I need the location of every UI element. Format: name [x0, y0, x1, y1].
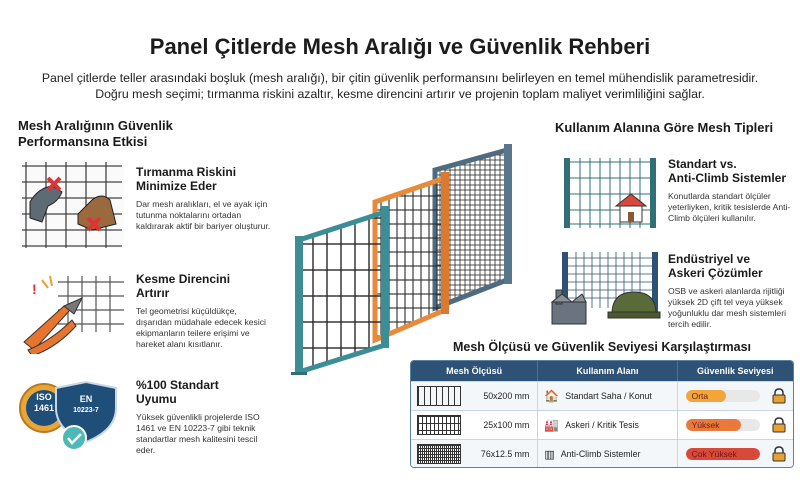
feature-cut [136, 272, 271, 350]
usage-value: Standart Saha / Konut [565, 391, 652, 401]
mesh-size-value: 25x100 mm [483, 420, 530, 430]
mesh-type-standard-title-1: Standart vs. [668, 157, 737, 171]
iso-label: ISO [36, 392, 52, 402]
feature-climb-title-2: Minimize Eder [136, 179, 217, 193]
table-row [411, 410, 793, 439]
table-header [411, 361, 793, 381]
left-section-heading [18, 118, 218, 150]
feature-cut-title-1: Kesme Direncini [136, 272, 231, 286]
usage-value: Anti-Climb Sistemler [560, 449, 641, 459]
security-bar [686, 390, 760, 402]
table-row [411, 439, 793, 468]
lock-icon [772, 446, 786, 462]
mesh-swatch-wide [417, 386, 461, 406]
feature-climb-desc: Dar mesh aralıkları, el ve ayak için tutunma noktalarını ortadan kaldırarak aktif bir bariyer oluşturur. [136, 199, 271, 231]
feature-climb-title-1: Tırmanma Riskini [136, 165, 237, 179]
mesh-type-industrial-title-1: Endüstriyel ve [668, 252, 751, 266]
intro-line-1: Panel çitlerde teller arasındaki boşluk (mesh aralığı), bir çitin güvenlik performansını belirleyen en temel mühendislik parametresidir. [41, 71, 759, 85]
mesh-type-standard-title-2: Anti-Climb Sistemler [668, 171, 787, 185]
svg-text:!: ! [32, 281, 37, 297]
header-mesh-size: Mesh Ölçüsü [411, 361, 538, 381]
mesh-type-industrial-title-2: Askeri Çözümler [668, 266, 763, 280]
lock-icon [772, 388, 786, 404]
feature-standard-title-1: %100 Standart [136, 378, 219, 392]
factory-icon: 🏭 [544, 418, 560, 432]
comparison-table-title: Mesh Ölçüsü ve Güvenlik Seviyesi Karşılaştırması [452, 340, 752, 354]
lock-icon [772, 417, 786, 433]
climbing-icon [18, 158, 126, 250]
wire-cutter-icon [18, 272, 126, 354]
fence-icon: ▥ [544, 448, 555, 461]
comparison-table [410, 360, 794, 468]
left-heading-line-2: Performansına Etkisi [18, 134, 148, 149]
mesh-size-value: 50x200 mm [483, 391, 530, 401]
feature-standard [136, 378, 271, 456]
feature-climb [136, 165, 271, 232]
intro-text [20, 70, 780, 102]
mesh-swatch-fine [417, 444, 461, 464]
header-security-level: Güvenlik Seviyesi [697, 366, 774, 376]
en-label: EN [79, 394, 93, 404]
page-title: Panel Çitlerde Mesh Aralığı ve Güvenlik Rehberi [149, 34, 651, 59]
en-number: 10223-7 [73, 407, 99, 414]
feature-cut-title-2: Artırır [136, 286, 170, 300]
mesh-type-standard-desc: Konutlarda standart ölçüler yeterliyken, kritik tesislerde Anti-Climb ölçüleri kullanılır. [668, 191, 791, 223]
feature-cut-desc: Tel geometrisi küçüldükçe, dışarıdan müdahale edecek kesici ekipmanların teilere erişimi ve hareket alanı kısıtlanır. [136, 306, 266, 349]
mesh-type-industrial-desc: OSB ve askeri alanlarda rijitliği yüksek 2D çift tel veya yüksek yoğunluklu dar mesh sistemleri tercih edilir. [668, 286, 786, 329]
header-usage: Kullanım Alanı [538, 361, 677, 381]
security-level-text: Orta [691, 391, 709, 401]
industrial-military-icon [548, 248, 663, 328]
security-bar [686, 448, 760, 460]
anti-climb-fence-icon [560, 150, 660, 230]
mesh-type-industrial [668, 252, 798, 330]
security-level-text: Çok Yüksek [691, 449, 737, 459]
iso-number: 1461 [33, 403, 55, 413]
feature-standard-title-2: Uyumu [136, 392, 177, 406]
right-section-heading: Kullanım Alanına Göre Mesh Tipleri [555, 120, 774, 135]
house-icon: 🏠 [544, 389, 560, 403]
standards-badges [18, 370, 128, 460]
mesh-swatch-mid [417, 415, 461, 435]
intro-line-2: Doğru mesh seçimi; tırmanma riskini azaltır, kesme direncini artırır ve projenin toplam maliyet verimliliğini sağlar. [95, 87, 705, 101]
feature-standard-desc: Yüksek güvenlikli projelerde ISO 1461 ve EN 10223-7 gibi teknik standartlar mesh kalitesini tescil eder. [136, 412, 260, 455]
mesh-type-standard [668, 157, 798, 224]
mesh-size-value: 76x12.5 mm [480, 449, 530, 459]
security-bar [686, 419, 760, 431]
table-row [411, 381, 793, 410]
left-heading-line-1: Mesh Aralığının Güvenlik [18, 118, 173, 133]
usage-value: Askeri / Kritik Tesis [565, 420, 639, 430]
security-level-text: Yüksek [691, 420, 720, 430]
